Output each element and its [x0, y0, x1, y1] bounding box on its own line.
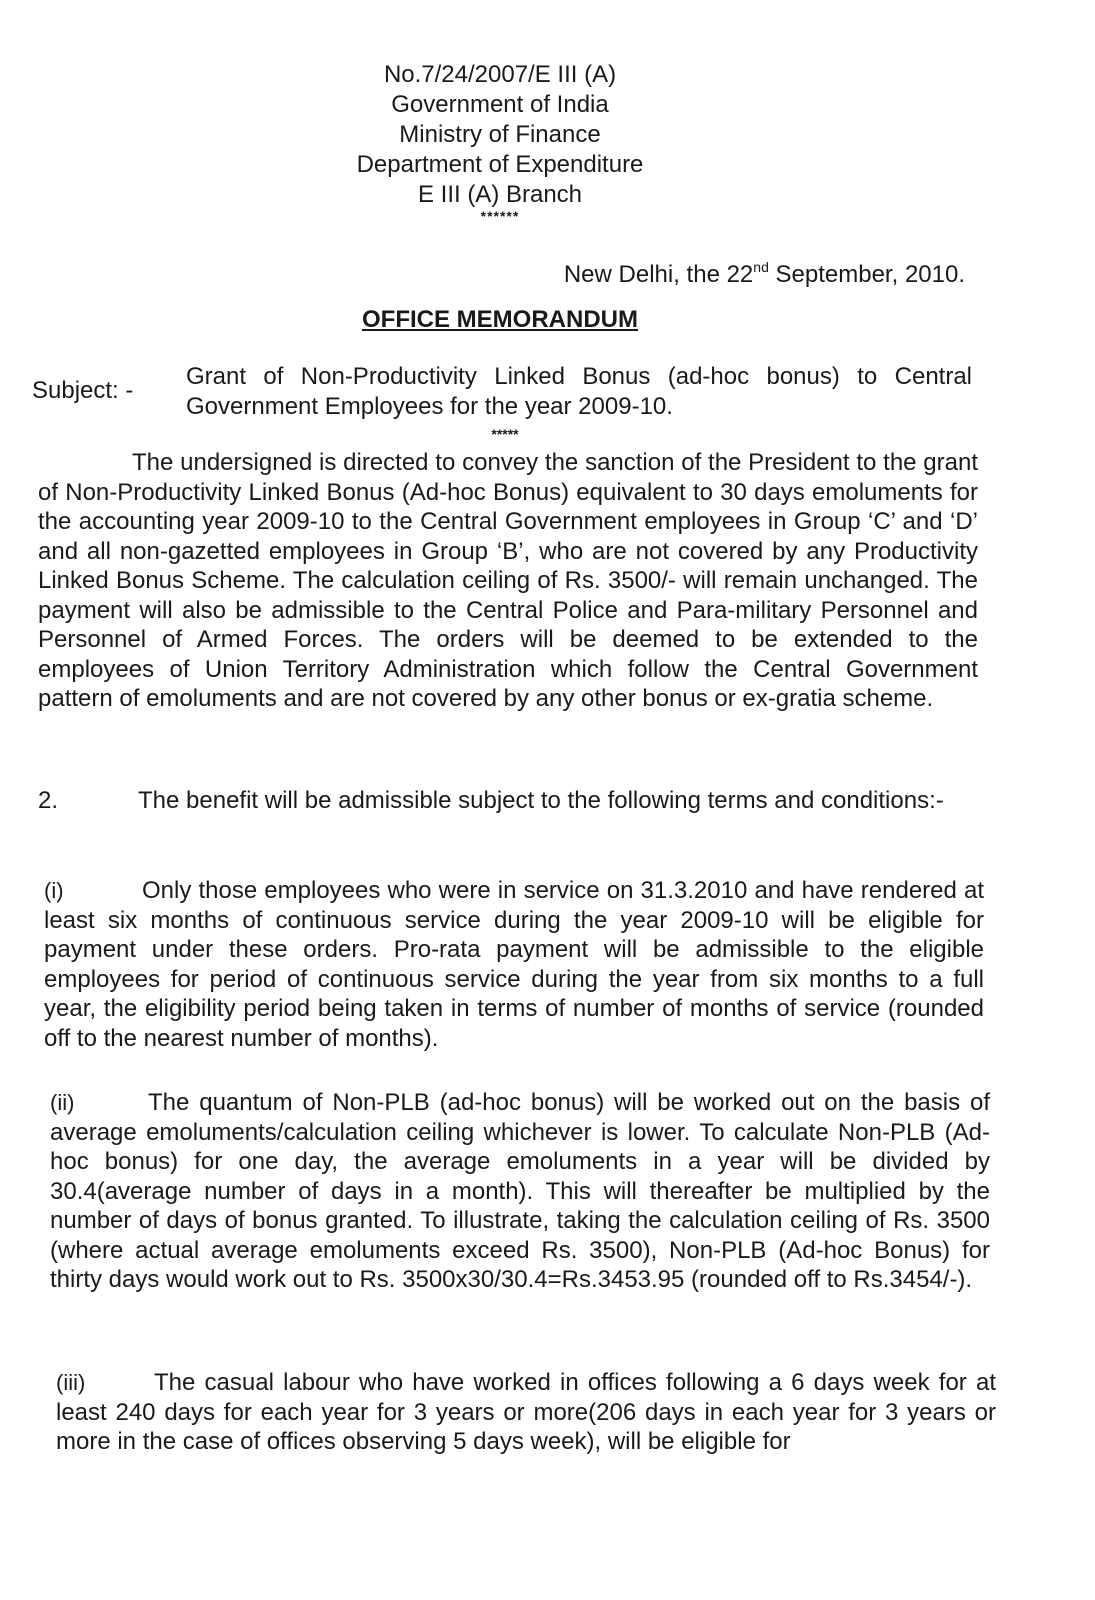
header-separator: ****** — [480, 208, 520, 224]
paragraph-1: The undersigned is directed to convey the sanction of the President to the grant of Non-Productivity Linked Bonus (Ad-hoc Bonus) equivalent to 30 days emoluments for the accounting year 2009-10 to the Central Government employees in Group ‘C’ and ‘D’ and all non-gazetted employees in Group ‘B’, who are not covered by any Productivity Linked Bonus Scheme. The calculation ceiling of Rs. 3500/- will remain unchanged. The payment will also be admissible to the Central Police and Para-military Personnel and Personnel of Armed Forces. The orders will be deemed to be extended to the employees of Union Territory Administration which follow the Central Government pattern of emoluments and are not covered by any other bonus or ex-gratia scheme. — [38, 449, 978, 712]
file-number: No.7/24/2007/E III (A) — [383, 61, 617, 88]
dateline — [564, 252, 965, 290]
condition-item-ii — [50, 1088, 990, 1295]
government-name: Government of India — [391, 91, 609, 118]
subject-separator: ***** — [491, 426, 519, 442]
condition-number: (iii) — [56, 1370, 86, 1395]
branch-name: E III (A) Branch — [417, 181, 583, 208]
condition-text: Only those employees who were in service on 31.3.2010 and have rendered at least six months of continuous service during the year 2009-10 will be eligible for payment under these orders. Pro-rata payment will be admissible to the eligible employees for period of continuous service during the year from six months to a full year, the eligibility period being taken in terms of number of months of service (rounded off to the nearest number of months). — [44, 877, 984, 1052]
condition-item-i — [44, 876, 984, 1053]
paragraph-2-text: The benefit will be admissible subject to the following terms and conditions:- — [138, 787, 944, 814]
condition-number: (ii) — [50, 1090, 75, 1115]
condition-text: The casual labour who have worked in offices following a 6 days week for at least 240 days for each year for 3 years or more(206 days in each year for 3 years or more in the case of offices observing 5 days week), will be eligible for — [56, 1369, 996, 1455]
subject-block — [32, 362, 972, 422]
dateline-suffix: September, 2010. — [768, 261, 965, 288]
letterhead — [0, 60, 1000, 222]
subject-label: Subject: - — [32, 377, 134, 404]
department-name: Department of Expenditure — [356, 151, 644, 178]
ministry-name: Ministry of Finance — [399, 121, 601, 148]
condition-text: The quantum of Non-PLB (ad-hoc bonus) will be worked out on the basis of average emoluments/calculation ceiling whichever is lower. To calculate Non-PLB (Ad-hoc bonus) for one day, the average emoluments in a year will be divided by 30.4(average number of days in a month). This will thereafter be multiplied by the number of days of bonus granted. To illustrate, taking the calculation ceiling of Rs. 3500 (where actual average emoluments exceed Rs. 3500), Non-PLB (Ad-hoc Bonus) for thirty days would work out to Rs. 3500x30/30.4=Rs.3453.95 (rounded off to Rs.3454/-). — [50, 1089, 990, 1293]
condition-number: (i) — [44, 878, 64, 903]
condition-item-iii — [56, 1368, 996, 1457]
subject-text: Grant of Non-Productivity Linked Bonus (ad-hoc bonus) to Central Government Employees for the year 2009-10. — [186, 363, 972, 420]
dateline-ordinal: nd — [753, 259, 769, 275]
memo-title: OFFICE MEMORANDUM — [362, 306, 638, 333]
dateline-prefix: New Delhi, the 22 — [563, 261, 754, 288]
paragraph-2-number: 2. — [38, 787, 59, 814]
paragraph-2 — [38, 786, 978, 816]
